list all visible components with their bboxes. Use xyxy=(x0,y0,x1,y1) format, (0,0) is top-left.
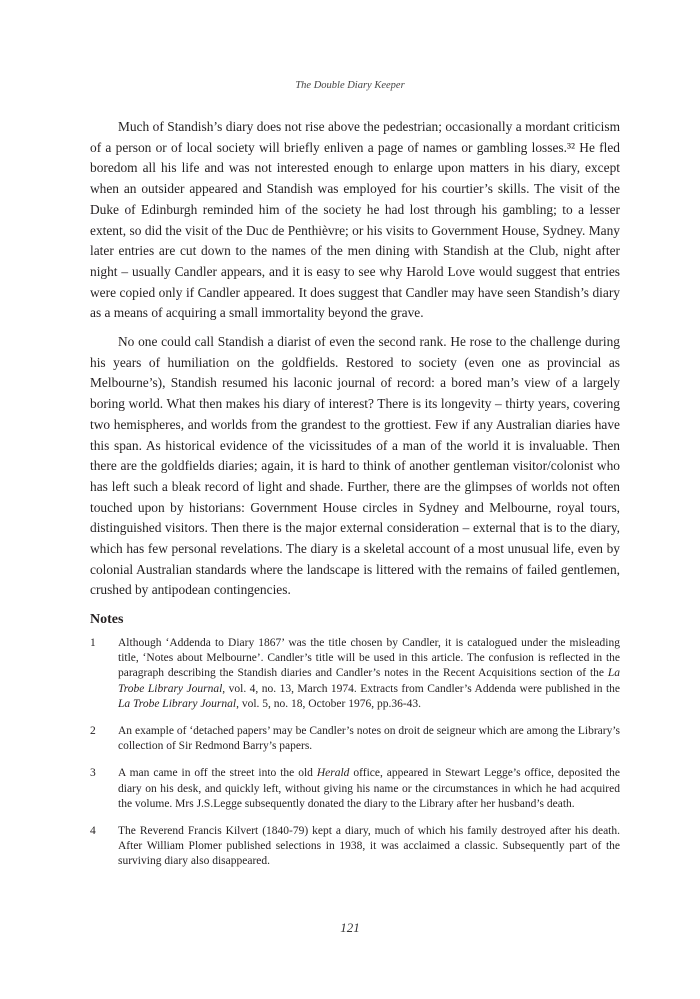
note-item xyxy=(90,724,620,754)
note-text-run: , vol. 5, no. 18, October 1976, pp.36-43. xyxy=(236,697,422,710)
note-item xyxy=(90,766,620,812)
note-title-italic: La Trobe Library Journal xyxy=(118,667,620,695)
note-number: 3 xyxy=(90,767,96,780)
page-number: 121 xyxy=(340,920,360,935)
note-text-run: A man came in off the street into the old xyxy=(118,767,317,780)
note-text-run: , vol. 4, no. 13, March 1974. Extracts from Candler’s Addenda were published in the xyxy=(222,682,620,695)
notes-heading: Notes xyxy=(90,612,124,627)
note-title-italic: Herald xyxy=(316,767,350,780)
body-paragraph: Much of Standish’s diary does not rise above the pedestrian; occasionally a mordant criticism of a person or of local society will briefly enliven a page of names or gambling losses.³² He fled boredom all his life and was not interested enough to enlarge upon matters in his diary, except when an outsider appeared and Standish was employed for his courtier’s skills. The visit of the Duke of Edinburgh reminded him of the society he had lost through his gambling; to a lesser extent, so did the visit of the Duc de Penthièvre; or his visits to Government House, Sydney. Many later entries are cut down to the names of the men dining with Standish at the Club, night after night – usually Candler appears, and it is easy to see why Harold Love would suggest that entries were copied only if Candler appeared. It does suggest that Candler may have seen Standish’s diary as a means of acquiring a small immortality beyond the grave. xyxy=(90,119,620,321)
note-text-run: office, appeared in Stewart Legge’s office, deposited the diary on his desk, and quickly left, without giving his name or the circumstances in which he had acquired the volume. Mrs J.S.Legge subsequently donated the diary to the Library after her husband’s death. xyxy=(118,767,620,810)
running-head: The Double Diary Keeper xyxy=(295,80,405,91)
notes-section xyxy=(90,612,620,882)
body-text xyxy=(90,117,620,609)
note-text xyxy=(118,824,620,870)
note-item xyxy=(90,636,620,712)
body-paragraph: No one could call Standish a diarist of even the second rank. He rose to the challenge during his years of humiliation on the goldfields. Restored to society (even one as provincial as Melbourne’s), Standish resumed his laconic journal of record: a bored man’s view of a largely boring world. What then makes his diary of interest? There is its longevity – thirty years, covering two hemispheres, and worlds from the grandest to the grottiest. Few if any Australian diaries have this span. As historical evidence of the vicissitudes of a man of the world it is invaluable. Then there are the goldfields diaries; again, it is hard to think of another gentleman visitor/colonist who has left such a bleak record of light and shade. Further, there are the glimpses of worlds not often touched upon by historians: Government House circles in Sydney and Melbourne, royal tours, distinguished visitors. Then there is the major external consideration – external that is to the diary, which has few personal revelations. The diary is a skeletal account of a most unusual life, even by colonial Australian standards where the landscape is littered with the remains of failed gentlemen, crushed by antipodean contingencies. xyxy=(90,334,620,598)
notes-list xyxy=(90,636,620,870)
note-text-run: An example of ‘detached papers’ may be Candler’s notes on droit de seigneur which are among the Library’s collection of Sir Redmond Barry’s papers. xyxy=(118,725,620,753)
note-number: 1 xyxy=(90,637,96,649)
note-item xyxy=(90,824,620,870)
note-text xyxy=(118,724,620,754)
note-text xyxy=(118,766,620,812)
note-text-run: The Reverend Francis Kilvert (1840-79) kept a diary, much of which his family destroyed after his death. After William Plomer published selections in 1938, it was acclaimed a classic. Subsequently part of the surviving diary also disappeared. xyxy=(118,825,620,868)
note-text xyxy=(118,636,620,712)
note-title-italic: La Trobe Library Journal xyxy=(118,697,237,710)
note-number: 4 xyxy=(90,825,96,838)
note-number: 2 xyxy=(90,725,96,738)
note-text-run: Although ‘Addenda to Diary 1867’ was the title chosen by Candler, it is catalogued under the misleading title, ‘Notes about Melbourne’. Candler’s title will be used in this article. The confusion is reflected in the paragraph describing the Standish diaries and Candler’s notes in the Recent Acquisitions section of the xyxy=(118,637,620,680)
